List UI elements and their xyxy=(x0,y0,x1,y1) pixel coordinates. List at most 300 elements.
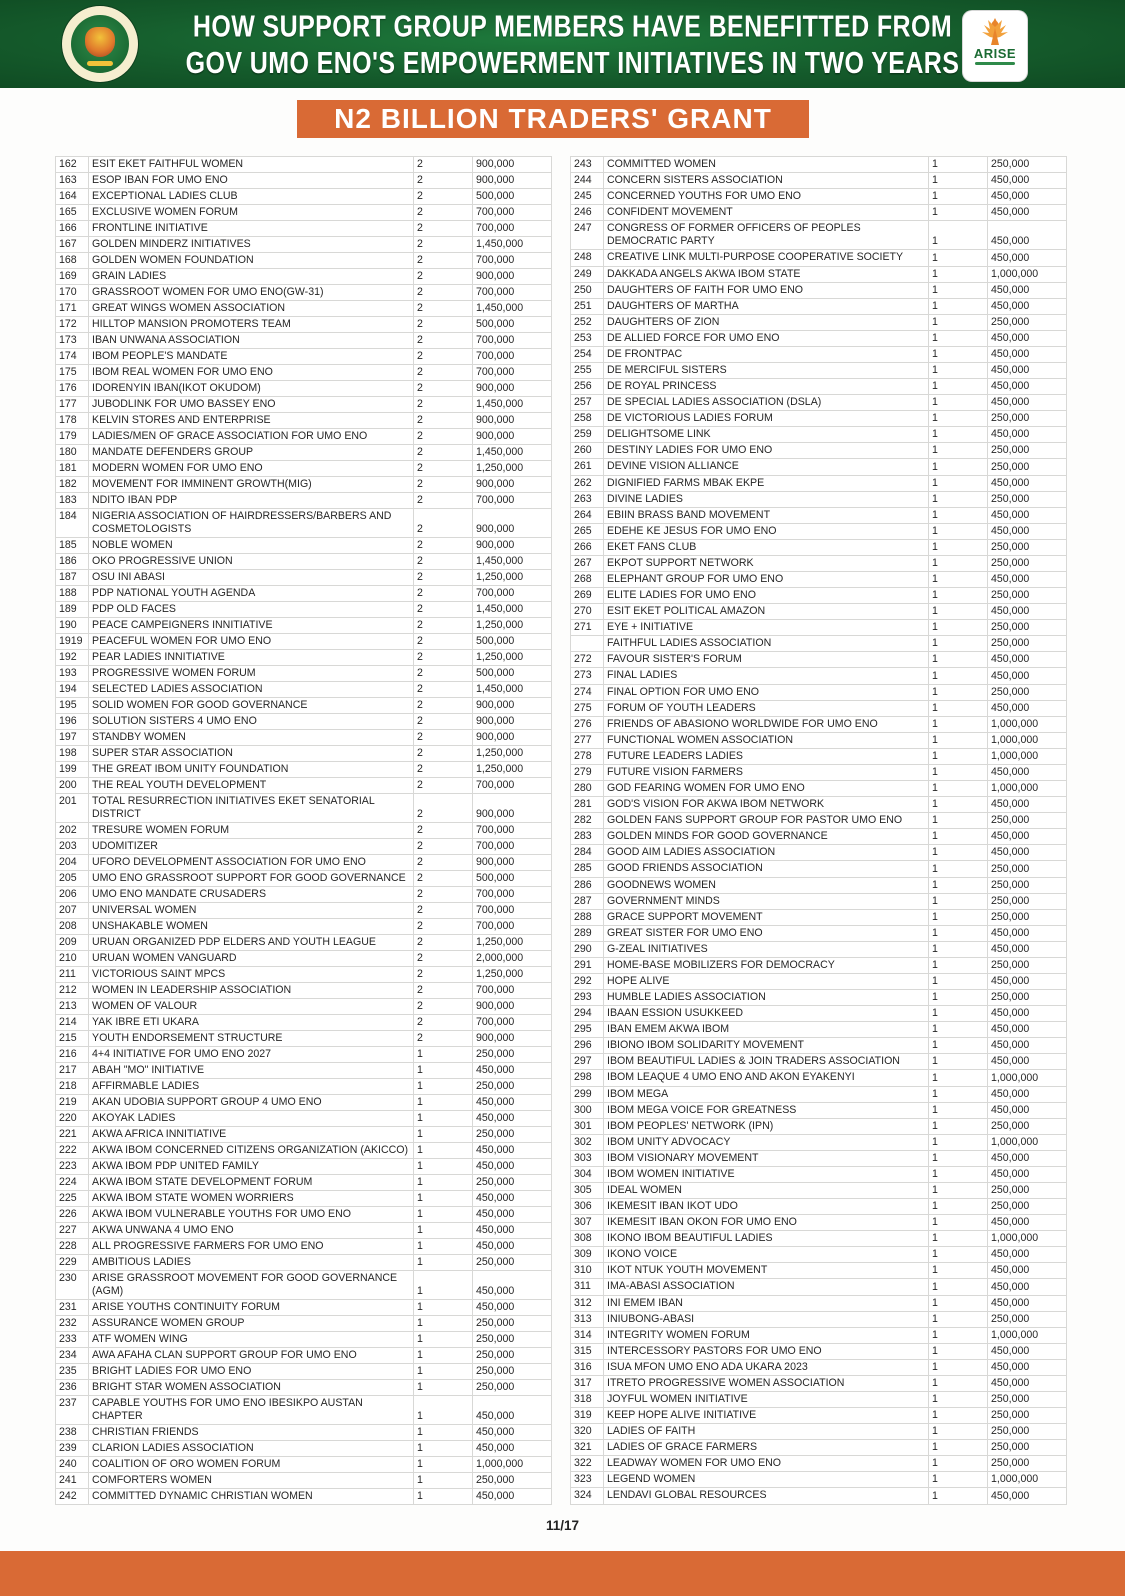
cell-amt: 450,000 xyxy=(988,1038,1067,1054)
cell-no: 265 xyxy=(571,523,604,539)
table-row xyxy=(571,459,1067,475)
cell-name: IKOT NTUK YOUTH MOVEMENT xyxy=(604,1263,929,1279)
table-row xyxy=(571,1166,1067,1182)
cell-qty: 1 xyxy=(414,1489,473,1505)
cell-name: AKWA IBOM STATE WOMEN WORRIERS xyxy=(89,1191,414,1207)
cell-qty: 1 xyxy=(929,346,988,362)
cell-no: 319 xyxy=(571,1408,604,1424)
cell-no: 163 xyxy=(56,173,89,189)
cell-name: PEAR LADIES INNITIATIVE xyxy=(89,650,414,666)
cell-no: 196 xyxy=(56,714,89,730)
table-row xyxy=(571,1182,1067,1198)
cell-qty: 1 xyxy=(929,925,988,941)
cell-amt: 450,000 xyxy=(988,1263,1067,1279)
cell-no: 225 xyxy=(56,1191,89,1207)
cell-qty: 2 xyxy=(414,999,473,1015)
cell-no: 308 xyxy=(571,1231,604,1247)
cell-name: PDP NATIONAL YOUTH AGENDA xyxy=(89,586,414,602)
cell-qty: 1 xyxy=(414,1191,473,1207)
table-row xyxy=(56,1332,552,1348)
table-row xyxy=(56,1159,552,1175)
cell-name: DE SPECIAL LADIES ASSOCIATION (DSLA) xyxy=(604,395,929,411)
cell-no: 199 xyxy=(56,762,89,778)
table-row xyxy=(571,427,1067,443)
cell-amt: 900,000 xyxy=(473,269,552,285)
akwa-ibom-government-seal xyxy=(62,6,138,82)
cell-qty: 1 xyxy=(414,1207,473,1223)
cell-no: 198 xyxy=(56,746,89,762)
cell-amt: 450,000 xyxy=(988,1150,1067,1166)
cell-no: 283 xyxy=(571,829,604,845)
cell-no: 293 xyxy=(571,990,604,1006)
cell-amt: 250,000 xyxy=(988,314,1067,330)
cell-name: GRAIN LADIES xyxy=(89,269,414,285)
table-row xyxy=(571,716,1067,732)
cell-no: 266 xyxy=(571,539,604,555)
table-row xyxy=(56,509,552,538)
cell-amt: 450,000 xyxy=(473,1111,552,1127)
cell-name: EXCEPTIONAL LADIES CLUB xyxy=(89,189,414,205)
cell-amt: 450,000 xyxy=(988,829,1067,845)
cell-name: EKET FANS CLUB xyxy=(604,539,929,555)
cell-no: 261 xyxy=(571,459,604,475)
cell-no: 164 xyxy=(56,189,89,205)
cell-no: 262 xyxy=(571,475,604,491)
cell-amt: 450,000 xyxy=(988,250,1067,266)
cell-name: IBOM PEOPLE'S MANDATE xyxy=(89,349,414,365)
cell-amt: 700,000 xyxy=(473,823,552,839)
cell-no: 318 xyxy=(571,1392,604,1408)
cell-qty: 1 xyxy=(929,1231,988,1247)
cell-qty: 1 xyxy=(929,1408,988,1424)
cell-no: 300 xyxy=(571,1102,604,1118)
cell-no: 248 xyxy=(571,250,604,266)
cell-no: 290 xyxy=(571,941,604,957)
cell-amt: 450,000 xyxy=(988,1054,1067,1070)
cell-qty: 1 xyxy=(929,973,988,989)
cell-qty: 1 xyxy=(929,829,988,845)
table-row xyxy=(571,1408,1067,1424)
cell-amt: 250,000 xyxy=(988,909,1067,925)
cell-name: AKWA IBOM VULNERABLE YOUTHS FOR UMO ENO xyxy=(89,1207,414,1223)
cell-name: DELIGHTSOME LINK xyxy=(604,427,929,443)
cell-amt: 250,000 xyxy=(988,684,1067,700)
cell-qty: 1 xyxy=(929,957,988,973)
cell-amt: 1,250,000 xyxy=(473,746,552,762)
cell-amt: 450,000 xyxy=(988,1006,1067,1022)
cell-amt: 900,000 xyxy=(473,999,552,1015)
cell-no: 263 xyxy=(571,491,604,507)
cell-amt: 500,000 xyxy=(473,666,552,682)
cell-qty: 2 xyxy=(414,855,473,871)
cell-no: 303 xyxy=(571,1150,604,1166)
cell-no: 220 xyxy=(56,1111,89,1127)
cell-no: 312 xyxy=(571,1295,604,1311)
table-row xyxy=(56,887,552,903)
cell-amt: 500,000 xyxy=(473,189,552,205)
cell-qty: 2 xyxy=(414,871,473,887)
cell-qty: 2 xyxy=(414,823,473,839)
cell-name: HILLTOP MANSION PROMOTERS TEAM xyxy=(89,317,414,333)
cell-amt: 450,000 xyxy=(473,1159,552,1175)
cell-amt: 250,000 xyxy=(988,877,1067,893)
cell-name: LEADWAY WOMEN FOR UMO ENO xyxy=(604,1456,929,1472)
cell-qty: 1 xyxy=(929,652,988,668)
cell-no: 268 xyxy=(571,572,604,588)
cell-qty: 1 xyxy=(929,1279,988,1295)
cell-name: IBAAN ESSION USUKKEED xyxy=(604,1006,929,1022)
table-row xyxy=(56,1111,552,1127)
cell-no: 323 xyxy=(571,1472,604,1488)
cell-name: FINAL OPTION FOR UMO ENO xyxy=(604,684,929,700)
table-row xyxy=(56,554,552,570)
cell-no: 197 xyxy=(56,730,89,746)
table-row xyxy=(571,636,1067,652)
table-row xyxy=(56,1031,552,1047)
cell-no: 295 xyxy=(571,1022,604,1038)
cell-no: 207 xyxy=(56,903,89,919)
cell-name: GOLDEN MINDS FOR GOOD GOVERNANCE xyxy=(604,829,929,845)
cell-name: KEEP HOPE ALIVE INITIATIVE xyxy=(604,1408,929,1424)
cell-no: 232 xyxy=(56,1316,89,1332)
cell-qty: 1 xyxy=(414,1127,473,1143)
cell-name: COMMITTED WOMEN xyxy=(604,157,929,173)
cell-no: 174 xyxy=(56,349,89,365)
table-row xyxy=(56,189,552,205)
cell-no: 275 xyxy=(571,700,604,716)
cell-amt: 450,000 xyxy=(988,1247,1067,1263)
cell-name: FRONTLINE INITIATIVE xyxy=(89,221,414,237)
cell-no: 209 xyxy=(56,935,89,951)
cell-amt: 450,000 xyxy=(988,427,1067,443)
cell-name: AKWA IBOM STATE DEVELOPMENT FORUM xyxy=(89,1175,414,1191)
cell-name: UNIVERSAL WOMEN xyxy=(89,903,414,919)
cell-amt: 450,000 xyxy=(473,1223,552,1239)
cell-amt: 900,000 xyxy=(473,698,552,714)
table-row xyxy=(571,620,1067,636)
cell-name: EDEHE KE JESUS FOR UMO ENO xyxy=(604,523,929,539)
cell-no: 192 xyxy=(56,650,89,666)
cell-name: DAUGHTERS OF MARTHA xyxy=(604,298,929,314)
cell-name: GOLDEN WOMEN FOUNDATION xyxy=(89,253,414,269)
cell-name: ITRETO PROGRESSIVE WOMEN ASSOCIATION xyxy=(604,1375,929,1391)
cell-qty: 1 xyxy=(414,1425,473,1441)
cell-name: INTERCESSORY PASTORS FOR UMO ENO xyxy=(604,1343,929,1359)
cell-name: EBIIN BRASS BAND MOVEMENT xyxy=(604,507,929,523)
cell-no: 251 xyxy=(571,298,604,314)
cell-no: 175 xyxy=(56,365,89,381)
cell-amt: 250,000 xyxy=(473,1047,552,1063)
table-row xyxy=(571,845,1067,861)
cell-name: LADIES OF FAITH xyxy=(604,1424,929,1440)
cell-qty: 1 xyxy=(929,173,988,189)
cell-amt: 250,000 xyxy=(988,1311,1067,1327)
cell-name: CHRISTIAN FRIENDS xyxy=(89,1425,414,1441)
cell-amt: 900,000 xyxy=(473,1031,552,1047)
table-row xyxy=(571,379,1067,395)
cell-name: AMBITIOUS LADIES xyxy=(89,1255,414,1271)
cell-name: IDEAL WOMEN xyxy=(604,1182,929,1198)
cell-amt: 450,000 xyxy=(473,1239,552,1255)
cell-name: AFFIRMABLE LADIES xyxy=(89,1079,414,1095)
cell-no: 260 xyxy=(571,443,604,459)
table-row xyxy=(571,973,1067,989)
cell-qty: 1 xyxy=(929,411,988,427)
table-row xyxy=(56,778,552,794)
cell-amt: 450,000 xyxy=(988,572,1067,588)
cell-no: 259 xyxy=(571,427,604,443)
grant-table-area xyxy=(55,156,1067,1505)
cell-qty: 1 xyxy=(929,1311,988,1327)
table-row xyxy=(56,365,552,381)
cell-name: PDP OLD FACES xyxy=(89,602,414,618)
table-row xyxy=(571,330,1067,346)
cell-qty: 1 xyxy=(929,781,988,797)
cell-name: 4+4 INITIATIVE FOR UMO ENO 2027 xyxy=(89,1047,414,1063)
cell-qty: 2 xyxy=(414,919,473,935)
cell-amt: 1,000,000 xyxy=(473,1457,552,1473)
cell-amt: 1,000,000 xyxy=(988,781,1067,797)
table-row xyxy=(571,314,1067,330)
cell-qty: 1 xyxy=(929,443,988,459)
cell-qty: 2 xyxy=(414,477,473,493)
cell-name: CONGRESS OF FORMER OFFICERS OF PEOPLES DEMOCRATIC PARTY xyxy=(604,221,929,250)
cell-amt: 900,000 xyxy=(473,855,552,871)
cell-qty: 2 xyxy=(414,650,473,666)
table-row xyxy=(56,919,552,935)
cell-qty: 1 xyxy=(929,1327,988,1343)
cell-qty: 1 xyxy=(929,1150,988,1166)
cell-no: 305 xyxy=(571,1182,604,1198)
cell-amt: 1,250,000 xyxy=(473,967,552,983)
cell-qty: 1 xyxy=(929,157,988,173)
table-row xyxy=(56,823,552,839)
cell-no: 242 xyxy=(56,1489,89,1505)
cell-name: DE FRONTPAC xyxy=(604,346,929,362)
cell-qty: 2 xyxy=(414,778,473,794)
cell-amt: 250,000 xyxy=(473,1348,552,1364)
cell-name: LENDAVI GLOBAL RESOURCES xyxy=(604,1488,929,1505)
table-row xyxy=(56,493,552,509)
cell-name: GRACE SUPPORT MOVEMENT xyxy=(604,909,929,925)
cell-qty: 1 xyxy=(414,1079,473,1095)
table-row xyxy=(571,941,1067,957)
cell-name: PEACE CAMPEIGNERS INNITIATIVE xyxy=(89,618,414,634)
table-row xyxy=(56,269,552,285)
table-row xyxy=(56,762,552,778)
table-row xyxy=(571,411,1067,427)
cell-name: INTEGRITY WOMEN FORUM xyxy=(604,1327,929,1343)
cell-no: 201 xyxy=(56,794,89,823)
table-row xyxy=(571,395,1067,411)
cell-name: UNSHAKABLE WOMEN xyxy=(89,919,414,935)
cell-no: 224 xyxy=(56,1175,89,1191)
table-row xyxy=(571,1375,1067,1391)
cell-amt: 450,000 xyxy=(473,1300,552,1316)
cell-qty: 1 xyxy=(414,1441,473,1457)
cell-amt: 450,000 xyxy=(988,507,1067,523)
table-row xyxy=(571,797,1067,813)
table-row xyxy=(56,650,552,666)
cell-name: AKWA AFRICA INNITIATIVE xyxy=(89,1127,414,1143)
table-row xyxy=(571,266,1067,282)
cell-qty: 2 xyxy=(414,634,473,650)
cell-qty: 2 xyxy=(414,839,473,855)
cell-qty: 1 xyxy=(929,877,988,893)
cell-name: JOYFUL WOMEN INITIATIVE xyxy=(604,1392,929,1408)
table-row xyxy=(56,333,552,349)
cell-amt: 500,000 xyxy=(473,634,552,650)
cell-qty: 2 xyxy=(414,951,473,967)
cell-qty: 2 xyxy=(414,189,473,205)
table-row xyxy=(571,1038,1067,1054)
cell-no: 313 xyxy=(571,1311,604,1327)
cell-amt: 1,450,000 xyxy=(473,682,552,698)
cell-name: GOOD FRIENDS ASSOCIATION xyxy=(604,861,929,877)
cell-amt: 450,000 xyxy=(988,1215,1067,1231)
table-row xyxy=(571,523,1067,539)
table-row xyxy=(56,586,552,602)
page-title xyxy=(170,2,975,87)
cell-amt: 450,000 xyxy=(988,1086,1067,1102)
cell-name: DIGNIFIED FARMS MBAK EKPE xyxy=(604,475,929,491)
cell-amt: 2,000,000 xyxy=(473,951,552,967)
table-row xyxy=(56,317,552,333)
table-row xyxy=(571,1086,1067,1102)
table-row xyxy=(571,1231,1067,1247)
cell-qty: 1 xyxy=(929,282,988,298)
table-row xyxy=(571,1359,1067,1375)
cell-no: 278 xyxy=(571,748,604,764)
cell-amt: 250,000 xyxy=(988,443,1067,459)
cell-qty: 1 xyxy=(929,1054,988,1070)
cell-amt: 700,000 xyxy=(473,349,552,365)
table-row xyxy=(56,935,552,951)
table-row xyxy=(56,237,552,253)
cell-qty: 2 xyxy=(414,317,473,333)
cell-qty: 1 xyxy=(929,523,988,539)
cell-qty: 2 xyxy=(414,301,473,317)
cell-amt: 250,000 xyxy=(988,491,1067,507)
cell-amt: 700,000 xyxy=(473,778,552,794)
cell-no: 302 xyxy=(571,1134,604,1150)
table-row xyxy=(571,748,1067,764)
table-row xyxy=(571,1488,1067,1505)
cell-name: HOME-BASE MOBILIZERS FOR DEMOCRACY xyxy=(604,957,929,973)
table-row xyxy=(571,282,1067,298)
cell-amt: 700,000 xyxy=(473,919,552,935)
cell-name: FRIENDS OF ABASIONO WORLDWIDE FOR UMO ENO xyxy=(604,716,929,732)
cell-no: 210 xyxy=(56,951,89,967)
cell-qty: 1 xyxy=(929,1295,988,1311)
cell-qty: 1 xyxy=(414,1364,473,1380)
cell-amt: 450,000 xyxy=(988,346,1067,362)
table-row xyxy=(56,253,552,269)
cell-name: LEGEND WOMEN xyxy=(604,1472,929,1488)
cell-name: DEVINE VISION ALLIANCE xyxy=(604,459,929,475)
cell-name: FAVOUR SISTER'S FORUM xyxy=(604,652,929,668)
cell-qty: 2 xyxy=(414,983,473,999)
cell-qty: 2 xyxy=(414,682,473,698)
cell-name: GRASSROOT WOMEN FOR UMO ENO(GW-31) xyxy=(89,285,414,301)
table-row xyxy=(56,1425,552,1441)
cell-amt: 450,000 xyxy=(988,1359,1067,1375)
cell-no: 179 xyxy=(56,429,89,445)
cell-qty: 1 xyxy=(414,1159,473,1175)
cell-qty: 1 xyxy=(414,1255,473,1271)
cell-no: 236 xyxy=(56,1380,89,1396)
cell-qty: 2 xyxy=(414,935,473,951)
cell-qty: 1 xyxy=(414,1348,473,1364)
table-row xyxy=(56,730,552,746)
cell-no: 203 xyxy=(56,839,89,855)
cell-qty: 1 xyxy=(929,266,988,282)
cell-amt: 1,000,000 xyxy=(988,1231,1067,1247)
cell-name: GOVERNMENT MINDS xyxy=(604,893,929,909)
table-row xyxy=(571,1327,1067,1343)
table-row xyxy=(56,682,552,698)
cell-no: 206 xyxy=(56,887,89,903)
cell-name: PROGRESSIVE WOMEN FORUM xyxy=(89,666,414,682)
cell-no: 235 xyxy=(56,1364,89,1380)
cell-qty: 1 xyxy=(929,189,988,205)
cell-name: G-ZEAL INITIATIVES xyxy=(604,941,929,957)
table-row xyxy=(571,189,1067,205)
cell-name: IBOM VISIONARY MOVEMENT xyxy=(604,1150,929,1166)
cell-no: 243 xyxy=(571,157,604,173)
table-row xyxy=(56,1223,552,1239)
table-row xyxy=(56,794,552,823)
cell-no: 229 xyxy=(56,1255,89,1271)
cell-amt: 450,000 xyxy=(473,1396,552,1425)
cell-amt: 1,000,000 xyxy=(988,1327,1067,1343)
cell-name: COALITION OF ORO WOMEN FORUM xyxy=(89,1457,414,1473)
table-row xyxy=(56,1364,552,1380)
arise-figure-icon xyxy=(976,16,1014,46)
cell-qty: 1 xyxy=(929,539,988,555)
cell-amt: 450,000 xyxy=(473,1425,552,1441)
cell-qty: 1 xyxy=(929,1375,988,1391)
cell-qty: 2 xyxy=(414,269,473,285)
cell-qty: 1 xyxy=(929,459,988,475)
cell-qty: 2 xyxy=(414,554,473,570)
cell-no: 217 xyxy=(56,1063,89,1079)
cell-name: SOLUTION SISTERS 4 UMO ENO xyxy=(89,714,414,730)
cell-name: EKPOT SUPPORT NETWORK xyxy=(604,555,929,571)
cell-no: 306 xyxy=(571,1199,604,1215)
cell-qty: 1 xyxy=(929,1134,988,1150)
cell-name: ALL PROGRESSIVE FARMERS FOR UMO ENO xyxy=(89,1239,414,1255)
cell-name: CONCERN SISTERS ASSOCIATION xyxy=(604,173,929,189)
table-row xyxy=(56,1175,552,1191)
cell-no xyxy=(571,636,604,652)
cell-name: OSU INI ABASI xyxy=(89,570,414,586)
cell-no: 271 xyxy=(571,620,604,636)
cell-amt: 700,000 xyxy=(473,221,552,237)
table-row xyxy=(571,157,1067,173)
cell-name: MANDATE DEFENDERS GROUP xyxy=(89,445,414,461)
cell-name: IBOM BEAUTIFUL LADIES & JOIN TRADERS ASSOCIATION xyxy=(604,1054,929,1070)
cell-no: 202 xyxy=(56,823,89,839)
cell-name: ESOP IBAN FOR UMO ENO xyxy=(89,173,414,189)
cell-amt: 250,000 xyxy=(988,893,1067,909)
cell-no: 193 xyxy=(56,666,89,682)
cell-name: AKWA UNWANA 4 UMO ENO xyxy=(89,1223,414,1239)
cell-no: 324 xyxy=(571,1488,604,1505)
arise-logo-tagline xyxy=(975,62,1015,65)
cell-qty: 2 xyxy=(414,285,473,301)
cell-qty: 2 xyxy=(414,887,473,903)
